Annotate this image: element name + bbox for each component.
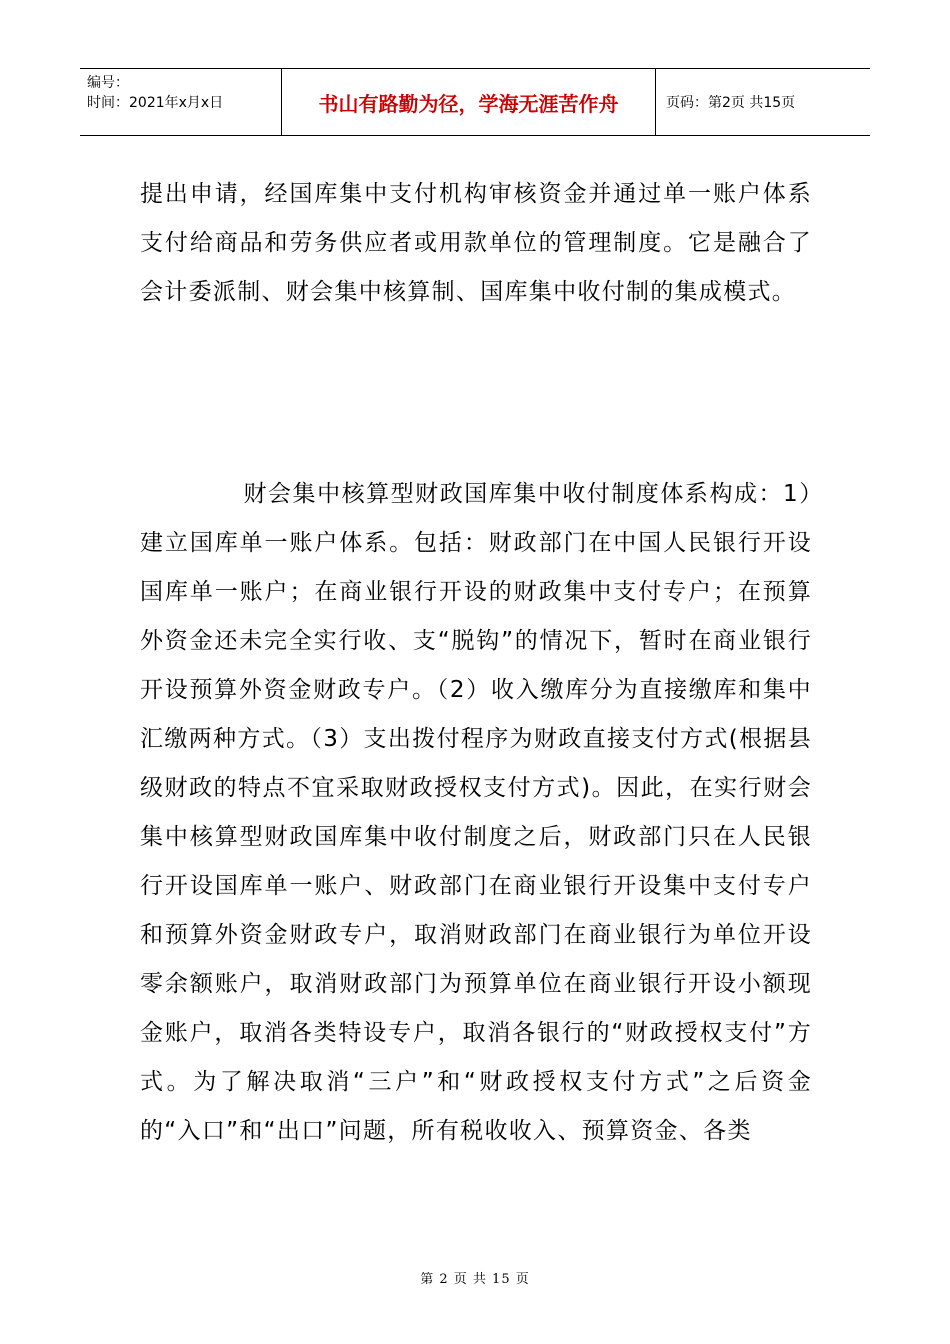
header-divider [655,69,656,135]
body-paragraph: 提出申请，经国库集中支付机构审核资金并通过单一账户体系支付给商品和劳务供应者或用款单位的管理制度。它是融合了会计委派制、财会集中核算制、国库集中收付制的集成模式。 [140,181,812,305]
header-meta [87,73,223,113]
body-paragraph: 财会集中核算型财政国库集中收付制度体系构成：1）建立国库单一账户体系。包括：财政部门在中国人民银行开设国库单一账户；在商业银行开设的财政集中支付专户；在预算外资金还未完全实行收、支“脱钩”的情况下，暂时在商业银行开设预算外资金财政专户。（2）收入缴库分为直接缴库和集中汇缴两种方式。（3）支出拨付程序为财政直接支付方式(根据县级财政的特点不宜采取财政授权支付方式)。因此，在实行财会集中核算型财政国库集中收付制度之后，财政部门只在人民银行开设国库单一账户、财政部门在商业银行开设集中支付专户和预算外资金财政专户，取消财政部门在商业银行为单位开设零余额账户，取消财政部门为预算单位在商业银行开设小额现金账户，取消各类特设专户，取消各银行的“财政授权支付”方式。为了解决取消“三户”和“财政授权支付方式”之后资金的“入口”和“出口”问题，所有税收收入、预算资金、各类 [140,481,812,1144]
page-footer: 第 2 页 共 15 页 [420,1272,530,1287]
document-number-label: 编号： [87,75,129,91]
header-motto: 书山有路勤为径，学海无涯苦作舟 [318,92,619,116]
page-header [80,68,870,136]
document-date: 时间：2021年x月x日 [87,95,224,111]
header-page-info: 页码：第2页 共15页 [666,95,796,111]
